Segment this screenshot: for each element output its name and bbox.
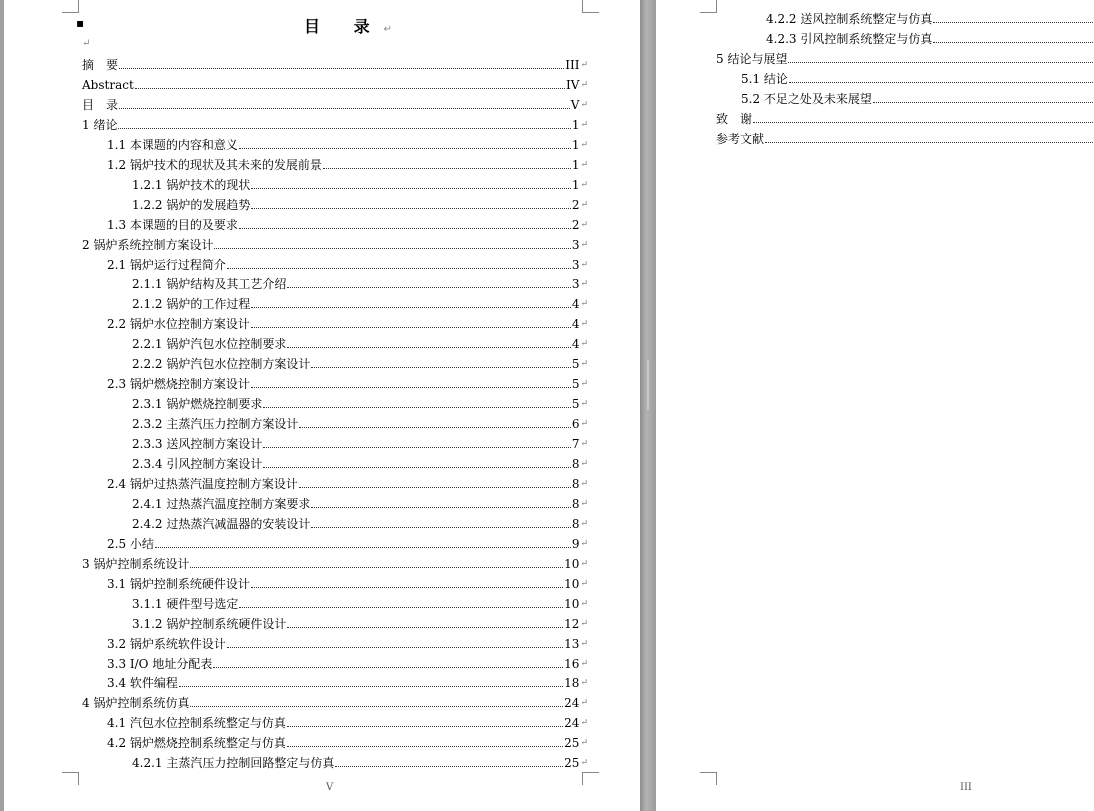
toc-title[interactable] xyxy=(304,14,392,37)
toc-entry[interactable] xyxy=(132,411,588,431)
toc-entry-label: 2.3 锅炉燃烧控制方案设计 xyxy=(107,377,250,392)
toc-entry-page: 9 xyxy=(571,536,580,551)
toc-entry-label: 2.3.3 送风控制方案设计 xyxy=(132,437,263,452)
toc-entry-page: 4 xyxy=(571,317,580,332)
dot-leader xyxy=(251,306,570,308)
toc-entry[interactable] xyxy=(132,611,588,631)
toc-entry-label: 2.4.1 过热蒸汽温度控制方案要求 xyxy=(132,496,311,511)
toc-entry[interactable] xyxy=(82,52,588,72)
dot-leader xyxy=(239,227,571,229)
paragraph-mark-icon: ↵ xyxy=(580,159,588,170)
toc-entry-label: 3.1.2 锅炉控制系统硬件设计 xyxy=(132,616,287,631)
toc-entry-page: 1 xyxy=(571,177,580,192)
paragraph-mark-icon: ↵ xyxy=(580,738,588,749)
dot-leader xyxy=(287,626,563,628)
paragraph-mark-icon: ↵ xyxy=(580,79,588,90)
toc-entry[interactable] xyxy=(132,431,588,451)
toc-entry-label: 3 锅炉控制系统设计 xyxy=(82,556,190,571)
toc-entry-label: 目 录 xyxy=(82,97,119,112)
paragraph-bullet: ▪ xyxy=(76,16,85,30)
paragraph-mark-icon: ↵ xyxy=(580,299,588,310)
toc-entry-label: 4.1 汽包水位控制系统整定与仿真 xyxy=(107,716,286,731)
paragraph-mark-icon: ↵ xyxy=(580,259,588,270)
dot-leader xyxy=(335,765,563,767)
toc-entry-page: 16 xyxy=(564,656,580,671)
toc-entry-label: 3.3 I/O 地址分配表 xyxy=(107,656,213,671)
dot-leader xyxy=(287,346,570,348)
toc-entry[interactable] xyxy=(132,491,588,511)
toc-entry-page: 13 xyxy=(564,636,580,651)
toc-entry[interactable] xyxy=(107,132,588,152)
toc-entry-page: 2 xyxy=(571,197,580,212)
dot-leader xyxy=(789,81,1093,83)
paragraph-mark-icon: ↵ xyxy=(580,758,588,769)
toc-entry[interactable] xyxy=(132,351,588,371)
toc-entry[interactable] xyxy=(82,92,588,112)
toc-entry-label: 4.2.1 主蒸汽压力控制回路整定与仿真 xyxy=(132,756,335,771)
toc-entry-page: 1 xyxy=(571,117,580,132)
toc-entry[interactable] xyxy=(132,331,588,351)
paragraph-mark-icon: ↵ xyxy=(580,319,588,330)
toc-entry[interactable] xyxy=(132,451,588,471)
paragraph-mark-icon: ↵ xyxy=(580,578,588,589)
toc-entry[interactable] xyxy=(107,531,588,551)
paragraph-mark-icon: ↵ xyxy=(580,279,588,290)
dot-leader xyxy=(753,121,1093,123)
paragraph-mark-icon: ↵ xyxy=(580,199,588,210)
toc-entry[interactable] xyxy=(82,72,588,92)
toc-entry-label: 1.2.2 锅炉的发展趋势 xyxy=(132,197,251,212)
toc-entry-label: 2.4.2 过热蒸汽减温器的安装设计 xyxy=(132,516,311,531)
toc-entry-label: 4.2.3 引风控制系统整定与仿真 xyxy=(766,31,933,46)
dot-leader xyxy=(135,87,565,89)
toc-entry[interactable] xyxy=(741,66,1094,86)
toc-entry-label: 3.1 锅炉控制系统硬件设计 xyxy=(107,576,250,591)
dot-leader xyxy=(299,486,571,488)
paragraph-mark-icon: ↵ xyxy=(580,379,588,390)
toc-entry-page: 8 xyxy=(571,457,580,471)
dot-leader xyxy=(179,685,563,687)
paragraph-mark-icon: ↵ xyxy=(580,179,588,190)
toc-entry-label: 2.1.2 锅炉的工作过程 xyxy=(132,297,251,312)
toc-entry[interactable] xyxy=(132,511,588,531)
toc-entry[interactable] xyxy=(107,311,588,331)
page-corner-mark xyxy=(582,772,599,785)
page-corner-mark xyxy=(62,0,79,13)
toc-entry-label: 2.1 锅炉运行过程简介 xyxy=(107,257,226,272)
dot-leader xyxy=(239,606,563,608)
dot-leader xyxy=(788,61,1093,63)
paragraph-mark-icon: ↵ xyxy=(580,658,588,669)
toc-entry-label: 5.1 结论 xyxy=(741,71,788,86)
page-number-footer: V xyxy=(326,782,334,793)
page-corner-mark xyxy=(582,0,599,13)
paragraph-mark-icon: ↵ xyxy=(580,239,588,250)
toc-entry-page: III xyxy=(565,58,580,72)
toc-entry[interactable] xyxy=(132,172,588,192)
toc-entry-page: 4 xyxy=(571,337,580,352)
paragraph-mark-icon: ↵ xyxy=(580,139,588,150)
toc-entry-page: 6 xyxy=(571,417,580,432)
toc-entry-page: 3 xyxy=(571,257,580,272)
toc-entry-label: 2 锅炉系统控制方案设计 xyxy=(82,237,214,252)
paragraph-mark-icon: ↵ xyxy=(383,24,392,35)
toc-entry-page: 8 xyxy=(571,516,580,531)
dot-leader xyxy=(214,247,570,249)
toc-entry[interactable] xyxy=(107,471,588,491)
dot-leader xyxy=(287,745,563,747)
dot-leader xyxy=(263,446,570,448)
toc-entry-label: 1 绪论 xyxy=(82,117,118,132)
toc-entry-label: Abstract xyxy=(82,77,134,92)
toc-entry-page: 25 xyxy=(564,756,580,771)
toc-entry[interactable] xyxy=(107,371,588,391)
page-corner-mark xyxy=(700,0,717,13)
toc-entry-label: 3.2 锅炉系统软件设计 xyxy=(107,636,226,651)
paragraph-mark-icon: ↵ xyxy=(580,459,588,469)
toc-entry-label: 致 谢 xyxy=(716,111,753,126)
toc-entry-page: 3 xyxy=(571,237,580,252)
paragraph-mark-icon: ↵ xyxy=(580,339,588,350)
toc-entry-page: 3 xyxy=(571,277,580,292)
paragraph-mark-icon: ↵ xyxy=(580,439,588,450)
toc-entry-page: 5 xyxy=(571,377,580,392)
toc-entry[interactable] xyxy=(107,631,588,651)
paragraph-mark-icon: ↵ xyxy=(580,718,588,729)
toc-entry[interactable] xyxy=(107,670,588,690)
toc-entry-label: 2.3.4 引风控制方案设计 xyxy=(132,457,263,471)
paragraph-mark-icon: ↵ xyxy=(580,119,588,130)
paragraph-mark-icon: ↵ xyxy=(580,518,588,529)
toc-entry[interactable] xyxy=(766,26,1094,46)
toc-entry-label: 1.2.1 锅炉技术的现状 xyxy=(132,177,251,192)
toc-entry-label: 4.2.2 送风控制系统整定与仿真 xyxy=(766,12,933,26)
toc-entry-label: 参考文献 xyxy=(716,131,765,146)
toc-entry[interactable] xyxy=(107,710,588,730)
paragraph-mark-icon: ↵ xyxy=(580,538,588,549)
toc-entry-label: 2.1.1 锅炉结构及其工艺介绍 xyxy=(132,277,287,292)
toc-entry-label: 2.2.1 锅炉汽包水位控制要求 xyxy=(132,337,287,352)
dot-leader xyxy=(933,21,1093,23)
toc-entry-page: 8 xyxy=(571,496,580,511)
toc-entry-page: 8 xyxy=(571,476,580,491)
toc-entry[interactable] xyxy=(82,551,588,571)
dot-leader xyxy=(118,127,570,129)
toc-entry-page: 5 xyxy=(571,397,580,412)
toc-entry[interactable] xyxy=(82,690,588,710)
toc-entry-label: 5.2 不足之处及未来展望 xyxy=(741,91,872,106)
paragraph-mark-icon: ↵ xyxy=(580,698,588,709)
dot-leader xyxy=(311,506,570,508)
toc-entry[interactable] xyxy=(716,46,1094,66)
dot-leader xyxy=(311,526,570,528)
toc-entry[interactable] xyxy=(132,192,588,212)
dot-leader xyxy=(263,466,570,468)
toc-entry-label: 4 锅炉控制系统仿真 xyxy=(82,696,190,711)
paragraph-mark-icon: ↵ xyxy=(580,558,588,569)
paragraph-mark-icon: ↵ xyxy=(580,498,588,509)
page-number-footer: III xyxy=(960,782,972,793)
toc-entry-page: 24 xyxy=(564,716,580,731)
scroll-indicator[interactable] xyxy=(647,360,649,410)
toc-entry-page: 10 xyxy=(564,556,580,571)
paragraph-mark-icon: ↵ xyxy=(580,478,588,489)
toc-entry-label: 4.2 锅炉燃烧控制系统整定与仿真 xyxy=(107,736,286,751)
toc-entry-label: 1.1 本课题的内容和意义 xyxy=(107,137,238,152)
toc-entry-page: 25 xyxy=(564,736,580,751)
page-corner-mark xyxy=(700,772,717,785)
dot-leader xyxy=(227,646,563,648)
toc-entry-page: 1 xyxy=(571,157,580,172)
paragraph-mark-icon: ↵ xyxy=(580,638,588,649)
dot-leader xyxy=(119,67,564,69)
paragraph-mark-icon: ↵ xyxy=(580,60,588,70)
paragraph-mark-icon: ↵ xyxy=(82,38,91,49)
toc-entry[interactable] xyxy=(82,232,588,252)
dot-leader xyxy=(251,586,563,588)
toc-entry-page: 10 xyxy=(564,596,580,611)
toc-entry[interactable] xyxy=(107,212,588,232)
toc-entry[interactable] xyxy=(132,291,588,311)
toc-entry[interactable] xyxy=(107,152,588,172)
dot-leader xyxy=(287,286,570,288)
toc-entry[interactable] xyxy=(766,6,1094,26)
toc-entry-label: 5 结论与展望 xyxy=(716,51,788,66)
toc-entry-page: 7 xyxy=(571,437,580,452)
toc-entry-label: 摘 要 xyxy=(82,58,119,72)
dot-leader xyxy=(251,187,570,189)
toc-entry-page: 1 xyxy=(571,137,580,152)
paragraph-mark-icon: ↵ xyxy=(580,99,588,110)
document-page-right xyxy=(656,0,1094,811)
dot-leader xyxy=(239,147,571,149)
toc-entry-label: 1.2 锅炉技术的现状及其未来的发展前景 xyxy=(107,157,322,172)
toc-entry-page: 2 xyxy=(571,217,580,232)
paragraph-mark-icon: ↵ xyxy=(580,618,588,629)
toc-entry-page: V xyxy=(570,97,580,112)
paragraph-mark-icon: ↵ xyxy=(580,359,588,370)
paragraph-mark-icon: ↵ xyxy=(580,419,588,430)
toc-entry-page: 10 xyxy=(564,576,580,591)
paragraph-mark-icon: ↵ xyxy=(580,678,588,689)
dot-leader xyxy=(299,426,570,428)
toc-entry-page: 5 xyxy=(571,357,580,372)
toc-entry-label: 2.5 小结 xyxy=(107,536,154,551)
toc-entry[interactable] xyxy=(741,86,1094,106)
toc-entry[interactable] xyxy=(132,391,588,411)
dot-leader xyxy=(190,705,563,707)
dot-leader xyxy=(933,41,1093,43)
toc-entry-label: 2.2.2 锅炉汽包水位控制方案设计 xyxy=(132,357,311,372)
dot-leader xyxy=(873,101,1093,103)
toc-entry[interactable] xyxy=(107,252,588,272)
toc-entry[interactable] xyxy=(132,591,588,611)
dot-leader xyxy=(251,207,570,209)
toc-entry[interactable] xyxy=(132,271,588,291)
toc-entry-label: 3.4 软件编程 xyxy=(107,676,178,691)
toc-entry-label: 3.1.1 硬件型号选定 xyxy=(132,596,239,611)
dot-leader xyxy=(119,107,570,109)
toc-entry-label: 2.3.2 主蒸汽压力控制方案设计 xyxy=(132,417,299,432)
dot-leader xyxy=(251,386,571,388)
paragraph-mark-icon: ↵ xyxy=(580,219,588,230)
dot-leader xyxy=(251,326,571,328)
dot-leader xyxy=(227,267,571,269)
toc-entry-label: 2.4 锅炉过热蒸汽温度控制方案设计 xyxy=(107,476,298,491)
dot-leader xyxy=(765,141,1093,143)
paragraph-mark-icon: ↵ xyxy=(580,399,588,410)
toc-entry-page: 4 xyxy=(571,297,580,312)
dot-leader xyxy=(155,546,571,548)
toc-entry[interactable] xyxy=(107,730,588,750)
page-corner-mark xyxy=(62,772,79,785)
toc-title-text: 目 录 xyxy=(304,17,384,36)
toc-entry-label: 2.3.1 锅炉燃烧控制要求 xyxy=(132,397,263,412)
toc-entry[interactable] xyxy=(716,126,1094,146)
dot-leader xyxy=(213,666,563,668)
dot-leader xyxy=(287,725,563,727)
toc-entry-label: 2.2 锅炉水位控制方案设计 xyxy=(107,317,250,332)
dot-leader xyxy=(311,366,570,368)
toc-entry[interactable] xyxy=(107,651,588,671)
toc-entry[interactable] xyxy=(716,106,1094,126)
toc-entry-page: 24 xyxy=(564,696,580,711)
dot-leader xyxy=(323,167,571,169)
toc-entry-label: 1.3 本课题的目的及要求 xyxy=(107,217,238,232)
document-page-left xyxy=(4,0,640,811)
toc-entry-page: 12 xyxy=(564,616,580,631)
dot-leader xyxy=(263,406,570,408)
toc-entry[interactable] xyxy=(82,112,588,132)
dot-leader xyxy=(190,566,563,568)
toc-entry[interactable] xyxy=(132,750,588,770)
paragraph-mark-icon: ↵ xyxy=(580,598,588,609)
toc-entry-page: 18 xyxy=(564,676,580,691)
toc-entry[interactable] xyxy=(107,571,588,591)
toc-entry-page: IV xyxy=(566,77,580,92)
